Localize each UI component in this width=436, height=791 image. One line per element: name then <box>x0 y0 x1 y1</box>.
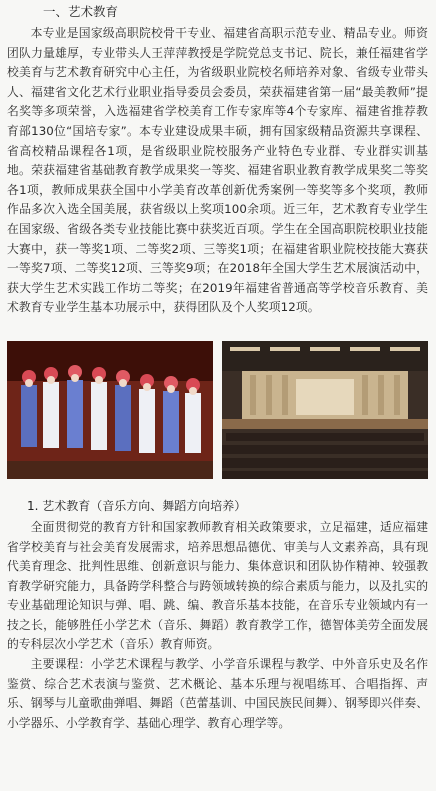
courses-paragraph: 主要课程：小学艺术课程与教学、小学音乐课程与教学、中外音乐史及名作鉴赏、综合艺术表演与鉴赏、艺术概论、基本乐理与视唱练耳、合唱指挥、声乐、钢琴与儿童歌曲弹唱、舞蹈（芭蕾基训、中国民族民间舞）、钢琴即兴伴奏、小学器乐、小学教育学、基础心理学、教育心理学等。 <box>7 657 428 730</box>
performance-photo <box>7 341 213 479</box>
concert-hall-photo <box>222 341 428 479</box>
intro-paragraph: 本专业是国家级高职院校骨干专业、福建省高职示范专业、精品专业。师资团队力量雄厚，专业带头人王萍萍教授是学院党总支书记、院长，兼任福建省学校美育与艺术教育研究中心主任，为省级职业院校名师培养对象、省级专业带头人、福建省文化艺术行业职业指导委员会委员，荣获福建省第一届“最美教师”提名奖等多项荣誉，入选福建省学校美育工作专家库等4个专家库、福建省推荐教育部130位“国培专家”。本专业建设成果丰硕，拥有国家级精品资源共享课程、省高校精品课程各1项，是省级职业院校服务产业特色专业群、专业群实训基地。荣获福建省基础教育教学成果奖一等奖、福建省职业教育教学成果奖二等奖各1项，教师成果获全国中小学美育改革创新优秀案例一等奖等多个奖项，教师作品多次入选全国美展，获省级以上奖项100余项。近三年，艺术教育专业学生在国家级、省级各类专业技能比赛中获奖近百项。学生在全国高职院校职业技能大赛中，获一等奖1项、二等奖2项、三等奖1项；在福建省职业院校技能大赛获一等奖7项、二等奖12项、三等奖9项；在2018年全国大学生艺术展演活动中，获大学生艺术实践工作坊二等奖；在2019年福建省普通高等学校音乐教育、美术教育专业学生基本功展示中，获得团队及个人奖项12项。 <box>7 26 428 315</box>
performance-illustration <box>7 341 213 479</box>
document-page <box>0 4 436 791</box>
photo-row <box>7 341 428 479</box>
sub-heading: 1. 艺术教育（音乐方向、舞蹈方向培养） <box>27 498 247 513</box>
section-heading: 一、艺术教育 <box>43 4 119 19</box>
goal-paragraph: 全面贯彻党的教育方针和国家教师教育相关政策要求，立足福建，适应福建省学校美育与社会美育发展需求，培养思想品德优、审美与人文素养高，具有现代美育理念、批判性思维、创新意识与能力、集体意识和团队协作精神、较强教育教学研究能力，具备跨学科整合与跨领域转换的综合素质与能力，以及扎实的专业基础理论知识与弹、唱、跳、编、教音乐基本技能，在音乐专业领域内有一技之长，能够胜任小学艺术（音乐、舞蹈）教育教学工作，德智体美劳全面发展的专科层次小学艺术（音乐）教育师资。 <box>7 519 428 652</box>
concert-hall-illustration <box>222 341 428 479</box>
